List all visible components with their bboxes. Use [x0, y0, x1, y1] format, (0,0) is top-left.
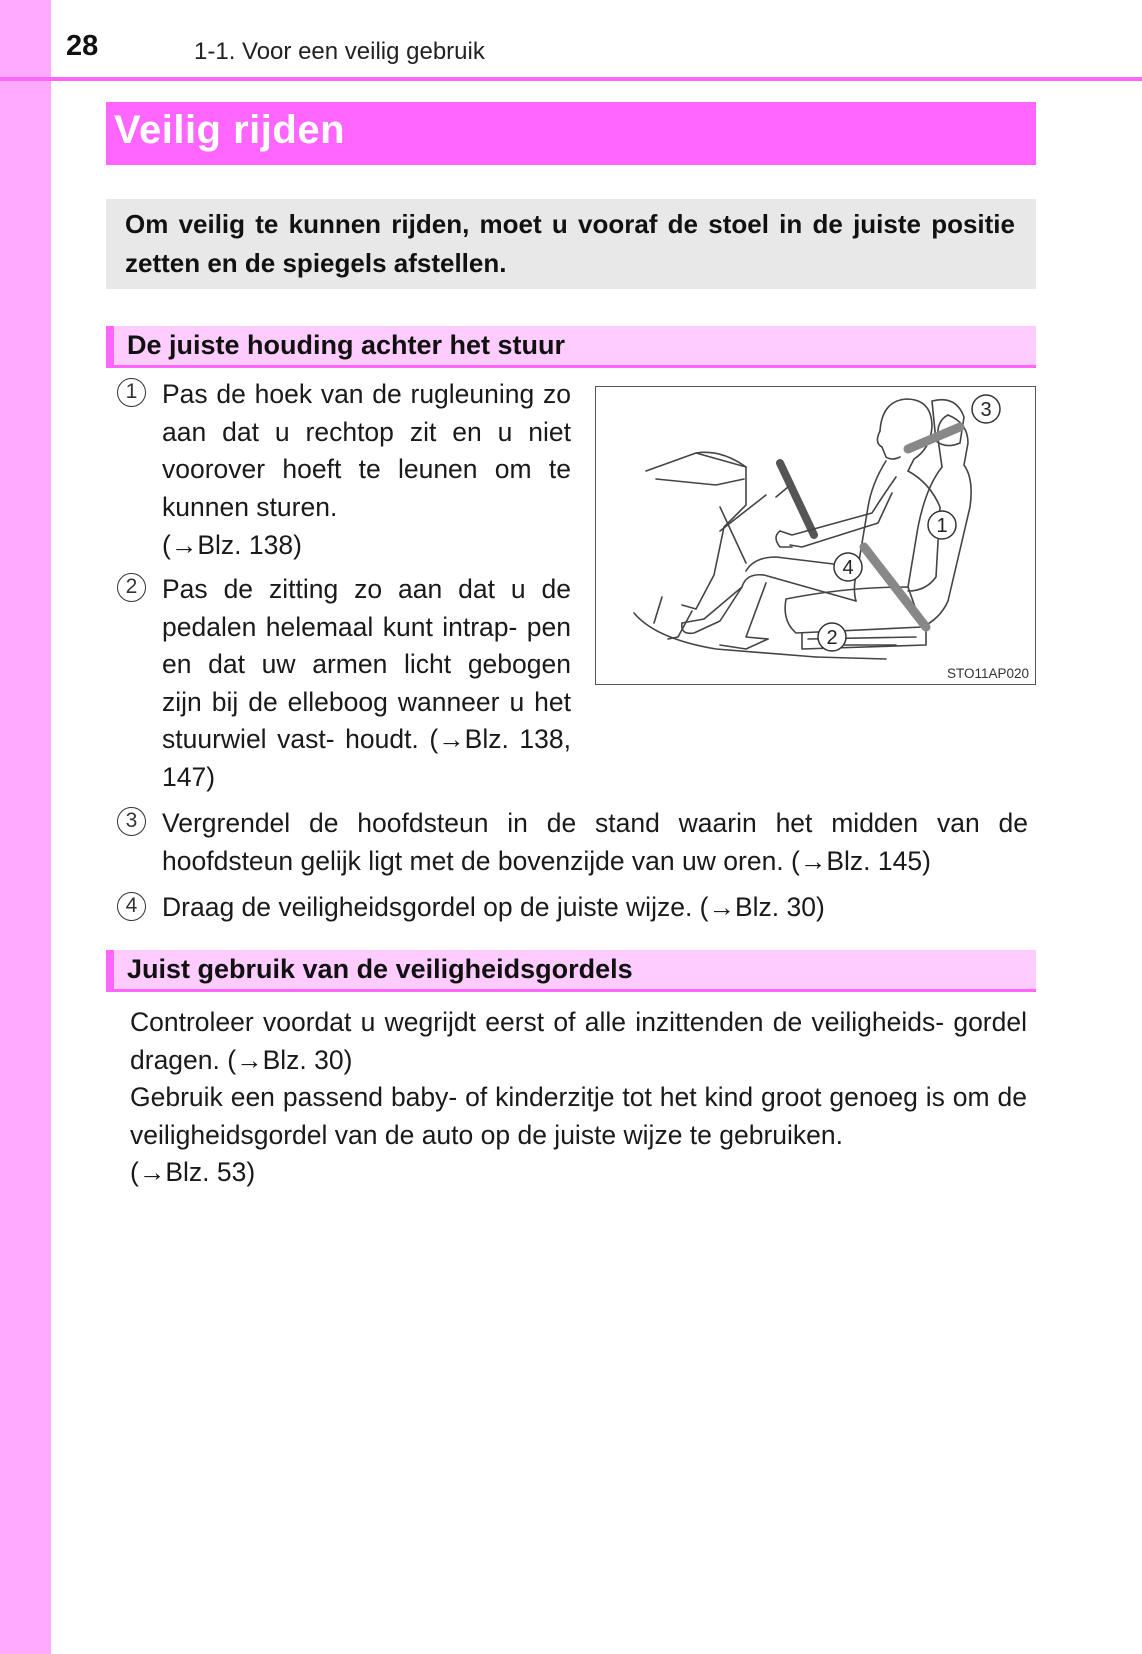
seatbelt-paragraph-2-ref: (→Blz. 53)	[130, 1157, 256, 1187]
item-4-text: Draag de veiligheidsgordel op de juiste wijze. (→Blz. 30)	[162, 892, 825, 922]
page-title-band	[106, 102, 1036, 165]
item-3-text: Vergrendel de hoofdsteun in de stand waarin het midden van de hoofdsteun gelijk ligt met de bovenzijde van uw oren. (→Blz. 145)	[162, 808, 1028, 876]
callout-1: 1	[936, 515, 948, 537]
callout-2: 2	[826, 627, 838, 649]
section-heading-text: De juiste houding achter het stuur	[127, 330, 566, 360]
intro-text: Om veilig te kunnen rijden, moet u vooraf de stoel in de juiste positie zetten en de spiegels afstellen.	[125, 209, 1015, 278]
item-number-4: 4	[117, 892, 146, 921]
figure-code: STO11AP020	[946, 666, 1029, 681]
side-color-strip	[0, 0, 51, 1654]
intro-box	[106, 199, 1036, 289]
seatbelt-paragraph-2: Gebruik een passend baby- of kinderzitje tot het kind groot genoeg is om de veiligheidsgordel van de auto op de juiste wijze te gebruiken.	[130, 1082, 1027, 1150]
item-1-ref: (→Blz. 138)	[162, 530, 302, 560]
page-title: Veilig rijden	[114, 108, 346, 152]
driver-seat-drawing	[596, 387, 1034, 683]
item-number-3: 3	[117, 807, 146, 836]
section-heading-seatbelts	[106, 950, 1036, 992]
page-number: 28	[66, 30, 99, 62]
item-2-text: Pas de zitting zo aan dat u de pedalen helemaal kunt intrap- pen en dat uw armen licht gebogen zijn bij de elleboog wanneer u het stuurwiel vast- houdt. (→Blz. 138, 147)	[162, 574, 571, 792]
item-number-1: 1	[117, 378, 146, 407]
section-heading-posture	[106, 326, 1036, 368]
callout-3: 3	[980, 399, 992, 421]
callout-4: 4	[842, 557, 854, 579]
section-heading-text: Juist gebruik van de veiligheidsgordels	[127, 954, 633, 984]
seatbelt-paragraph-1: Controleer voordat u wegrijdt eerst of alle inzittenden de veiligheids- gordel dragen. (→Blz. 30)	[130, 1007, 1027, 1075]
item-1-text: Pas de hoek van de rugleuning zo aan dat u rechtop zit en u niet voorover hoeft te leunen om te kunnen sturen.	[162, 379, 571, 522]
item-number-2: 2	[117, 573, 146, 602]
running-header: 1-1. Voor een veilig gebruik	[194, 38, 485, 65]
header-rule	[0, 77, 1142, 81]
driving-posture-illustration	[595, 386, 1036, 685]
